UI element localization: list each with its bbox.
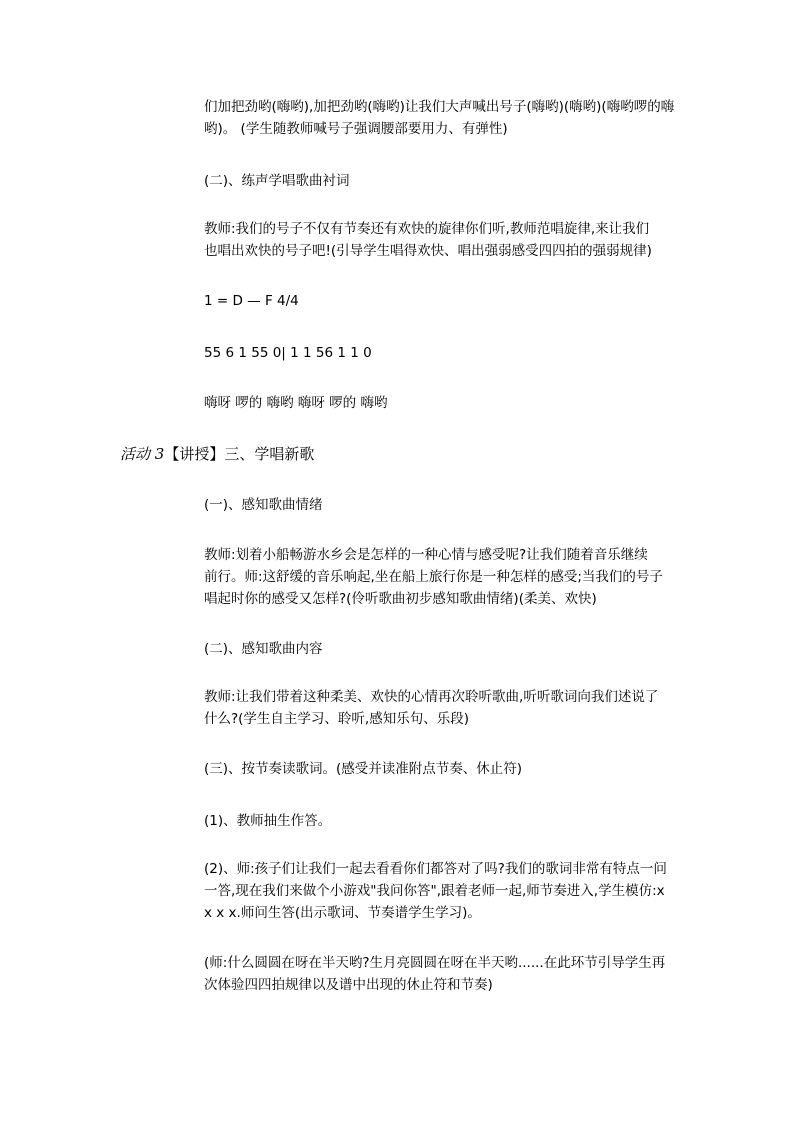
subheading-ganzhi-qingxu: [204, 494, 680, 516]
text-line: (二)、感知歌曲内容: [204, 641, 323, 657]
text-line: 们加把劲哟(嗨哟),加把劲哟(嗨哟)让我们大声喊出号子(嗨哟)(嗨哟)(嗨哟啰的嗨: [204, 99, 675, 115]
subheading-read-rhythm: [204, 758, 680, 780]
text-line: 也唱出欢快的号子吧!(引导学生唱得欢快、唱出强弱感受四四拍的强弱规律): [204, 243, 652, 259]
text-line: (二)、练声学唱歌曲衬词: [204, 173, 350, 189]
text-line: 教师:我们的号子不仅有节奏还有欢快的旋律你们听,教师范唱旋律,来让我们: [204, 221, 650, 237]
text-line: 1 = D — F 4/4: [204, 293, 299, 309]
lyrics-line: [204, 392, 680, 414]
text-line: 唱起时你的感受又怎样?(伶听歌曲初步感知歌曲情绪)(柔美、欢快): [204, 591, 597, 607]
text-line: (一)、感知歌曲情绪: [204, 497, 323, 513]
text-line: 嗨呀 啰的 嗨哟 嗨呀 啰的 嗨哟: [204, 395, 388, 411]
text-line: 次体验四四拍规律以及谱中出现的休止符和节奏): [204, 977, 493, 993]
text-line: 教师:让我们带着这种柔美、欢快的心情再次聆听歌曲,听听歌词向我们述说了: [204, 689, 659, 705]
text-line: (师:什么圆圆在呀在半天哟?生月亮圆圆在呀在半天哟......在此环节引导学生再: [204, 955, 666, 971]
activity-title: 三、学唱新歌: [224, 445, 315, 463]
paragraph-teacher-question: [204, 952, 680, 996]
activity-prefix: 活动 3: [120, 445, 165, 463]
text-line: 哟)。 (学生随教师喊号子强调腰部要用力、有弹性): [204, 121, 508, 137]
text-line: 什么?(学生自主学习、聆听,感知乐句、乐段): [204, 711, 469, 727]
paragraph-teacher-melody: [204, 218, 680, 262]
text-line: 55 6 1 55 0| 1 1 56 1 1 0: [204, 345, 372, 361]
notation-line: [204, 342, 680, 364]
step-1: [204, 810, 680, 832]
activity-tag: 【讲授】: [164, 445, 225, 463]
subheading-ganzhi-neirong: [204, 638, 680, 660]
paragraph-boat-feeling: [204, 544, 680, 610]
text-line: 前行。师:这舒缓的音乐响起,坐在船上旅行你是一种怎样的感受;当我们的号子: [204, 569, 663, 585]
subheading-lianshen: [204, 170, 680, 192]
text-line: 教师:划着小船畅游水乡会是怎样的一种心情与感受呢?让我们随着音乐继续: [204, 547, 648, 563]
text-line: 一答,现在我们来做个小游戏"我问你答",跟着老师一起,师节奏进入,学生模仿:x: [204, 883, 665, 899]
key-signature-line: [204, 290, 680, 312]
step-2: [204, 858, 680, 924]
activity-heading: [120, 443, 314, 465]
text-line: x x x.师问生答(出示歌词、节奏谱学生学习)。: [204, 905, 481, 921]
paragraph-listen-again: [204, 686, 680, 730]
paragraph-haozi-chant: [204, 96, 680, 140]
text-line: (1)、教师抽生作答。: [204, 813, 332, 829]
text-line: (三)、按节奏读歌词。(感受并读准附点节奏、休止符): [204, 761, 523, 777]
text-line: (2)、师:孩子们让我们一起去看看你们都答对了吗?我们的歌词非常有特点一问: [204, 861, 667, 877]
